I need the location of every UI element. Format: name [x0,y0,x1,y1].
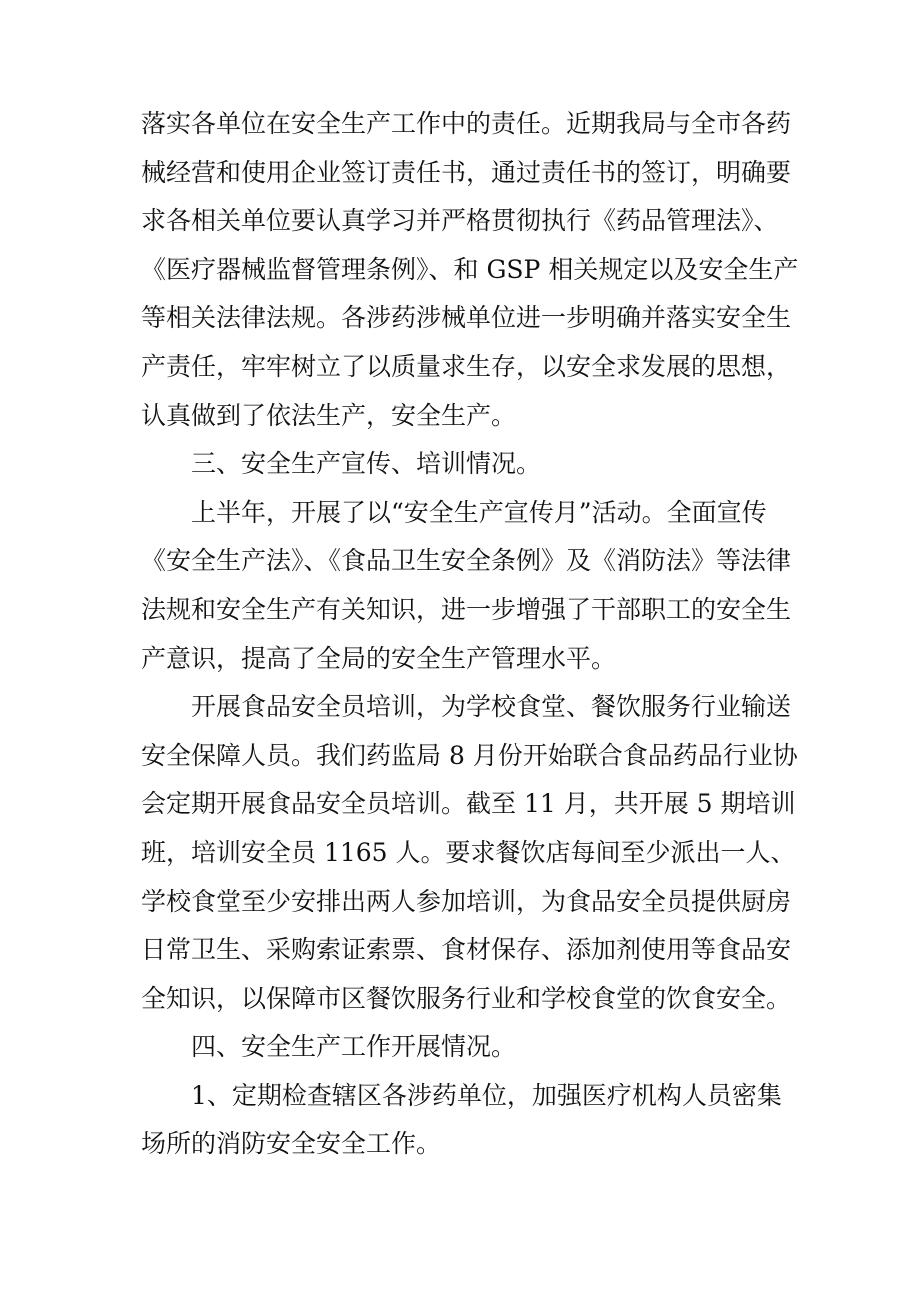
text-line-3: 求各相关单位要认真学习并严格贯彻执行《药品管理法》、 [141,206,779,236]
text-line-18: 日常卫生、采购索证索票、食材保存、添加剂使用等食品安 [141,935,792,965]
text-line-7: 认真做到了依法生产，安全生产。 [141,400,517,430]
text-line-14: 安全保障人员。我们药监局 8 月份开始联合食品药品行业协 [141,740,798,770]
text-line-16: 班，培训安全员 1165 人。要求餐饮店每间至少派出一人、 [141,837,796,867]
text-line-12: 产意识，提高了全局的安全生产管理水平。 [141,643,617,673]
text-line-13: 开展食品安全员培训，为学校食堂、餐饮服务行业输送 [191,692,792,722]
text-line-19: 全知识，以保障市区餐饮服务行业和学校食堂的饮食安全。 [141,983,792,1013]
section-heading-3: 三、安全生产宣传、培训情况。 [191,449,542,479]
text-line-4: 《医疗器械监督管理条例》、和 GSP 相关规定以及安全生产 [141,254,799,284]
text-line-9: 上半年，开展了以“安全生产宣传月”活动。全面宣传 [191,497,767,527]
text-line-22: 场所的消防安全安全工作。 [141,1129,442,1159]
text-line-17: 学校食堂至少安排出两人参加培训，为食品安全员提供厨房 [141,886,792,916]
text-line-2: 械经营和使用企业签订责任书，通过责任书的签订，明确要 [141,157,792,187]
text-line-11: 法规和安全生产有关知识，进一步增强了干部职工的安全生 [141,594,792,624]
text-line-15: 会定期开展食品安全员培训。截至 11 月，共开展 5 期培训 [141,789,796,819]
section-heading-4: 四、安全生产工作开展情况。 [191,1032,517,1062]
text-line-10: 《安全生产法》、《食品卫生安全条例》及《消防法》等法律 [141,546,792,576]
text-line-5: 等相关法律法规。各涉药涉械单位进一步明确并落实安全生 [141,303,792,333]
text-line-21: 1、定期检查辖区各涉药单位，加强医疗机构人员密集 [191,1080,782,1110]
body-text [141,100,799,1169]
text-line-1: 落实各单位在安全生产工作中的责任。近期我局与全市各药 [141,109,792,138]
text-line-6: 产责任，牢牢树立了以质量求生存，以安全求发展的思想， [141,351,792,381]
